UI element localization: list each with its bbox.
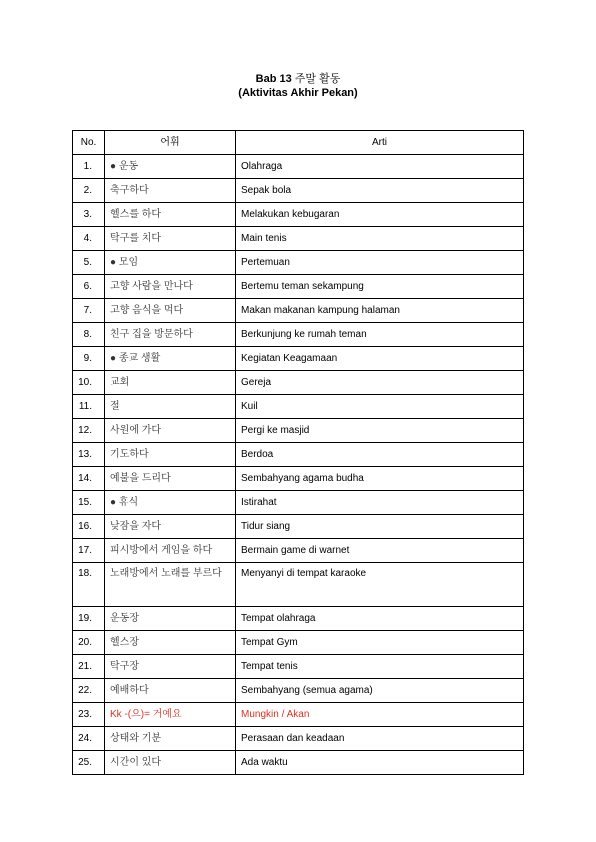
table-row [73,419,524,443]
table-row [73,655,524,679]
table-row [73,347,524,371]
row-vocabulary: 예불을 드리다 [105,467,236,491]
header-number: No. [73,131,105,155]
row-number: 10. [73,371,105,395]
row-vocabulary: 친구 집을 방문하다 [105,323,236,347]
row-number: 4. [73,227,105,251]
row-vocabulary: 헬스를 하다 [105,203,236,227]
table-row [73,563,524,607]
row-meaning: Main tenis [236,227,524,251]
row-vocabulary: 노래방에서 노래를 부르다 [105,563,236,607]
row-meaning: Tempat olahraga [236,607,524,631]
table-row [73,275,524,299]
row-number: 16. [73,515,105,539]
row-meaning: Sepak bola [236,179,524,203]
row-number: 1. [73,155,105,179]
row-number: 14. [73,467,105,491]
table-row [73,179,524,203]
row-number: 12. [73,419,105,443]
row-vocabulary: 축구하다 [105,179,236,203]
row-meaning: Menyanyi di tempat karaoke [236,563,524,607]
table-row [73,299,524,323]
row-number: 19. [73,607,105,631]
row-meaning: Bermain game di warnet [236,539,524,563]
table-row [73,491,524,515]
header-meaning: Arti [236,131,524,155]
header-vocabulary: 어휘 [105,131,236,155]
row-number: 8. [73,323,105,347]
row-vocabulary: 운동장 [105,607,236,631]
row-meaning: Makan makanan kampung halaman [236,299,524,323]
chapter-subtitle: (Aktivitas Akhir Pekan) [238,87,358,99]
row-number: 18. [73,563,105,607]
table-row [73,155,524,179]
row-vocabulary: ● 휴식 [105,491,236,515]
row-vocabulary: 시간이 있다 [105,751,236,775]
row-meaning: Sembahyang (semua agama) [236,679,524,703]
table-row [73,515,524,539]
row-number: 11. [73,395,105,419]
row-vocabulary: 헬스장 [105,631,236,655]
table-row [73,727,524,751]
row-meaning: Berdoa [236,443,524,467]
row-number: 6. [73,275,105,299]
row-number: 23. [73,703,105,727]
table-row [73,443,524,467]
table-row [73,203,524,227]
table-row [73,467,524,491]
row-number: 2. [73,179,105,203]
table-row [73,395,524,419]
row-meaning: Kuil [236,395,524,419]
row-meaning: Perasaan dan keadaan [236,727,524,751]
row-meaning: Gereja [236,371,524,395]
row-vocabulary: 사원에 가다 [105,419,236,443]
row-number: 25. [73,751,105,775]
row-number: 17. [73,539,105,563]
row-vocabulary: Kk -(으)= 거예요 [105,703,236,727]
row-meaning: Sembahyang agama budha [236,467,524,491]
row-meaning: Mungkin / Akan [236,703,524,727]
table-row [73,371,524,395]
row-vocabulary: 낮잠을 자다 [105,515,236,539]
table-row [73,227,524,251]
row-meaning: Istirahat [236,491,524,515]
row-number: 13. [73,443,105,467]
table-row [73,703,524,727]
row-meaning: Bertemu teman sekampung [236,275,524,299]
row-number: 24. [73,727,105,751]
table-row [73,679,524,703]
row-vocabulary: 탁구장 [105,655,236,679]
table-body [73,155,524,775]
row-number: 5. [73,251,105,275]
row-number: 3. [73,203,105,227]
title-line-2 [0,86,596,100]
row-meaning: Pertemuan [236,251,524,275]
row-vocabulary: 탁구를 치다 [105,227,236,251]
row-meaning: Tidur siang [236,515,524,539]
row-meaning: Pergi ke masjid [236,419,524,443]
row-number: 20. [73,631,105,655]
row-vocabulary: 교회 [105,371,236,395]
row-meaning: Melakukan kebugaran [236,203,524,227]
row-meaning: Olahraga [236,155,524,179]
row-vocabulary: 예배하다 [105,679,236,703]
row-vocabulary: 피시방에서 게임을 하다 [105,539,236,563]
chapter-korean-title: 주말 활동 [294,73,341,85]
table-row [73,323,524,347]
row-vocabulary: ● 운동 [105,155,236,179]
table-row [73,751,524,775]
row-vocabulary: 고향 음식을 먹다 [105,299,236,323]
row-meaning: Ada waktu [236,751,524,775]
title-line-1 [0,72,596,86]
row-number: 15. [73,491,105,515]
row-vocabulary: 기도하다 [105,443,236,467]
row-meaning: Kegiatan Keagamaan [236,347,524,371]
row-vocabulary: 상태와 기분 [105,727,236,751]
row-meaning: Tempat tenis [236,655,524,679]
table-row [73,607,524,631]
row-vocabulary: ● 종교 생활 [105,347,236,371]
table-row [73,631,524,655]
table-row [73,539,524,563]
vocabulary-table [72,130,524,775]
row-meaning: Berkunjung ke rumah teman [236,323,524,347]
table-row [73,251,524,275]
row-vocabulary: ● 모임 [105,251,236,275]
row-number: 22. [73,679,105,703]
table-header-row [73,131,524,155]
row-vocabulary: 고향 사람을 만나다 [105,275,236,299]
row-meaning: Tempat Gym [236,631,524,655]
chapter-label: Bab 13 [255,73,292,85]
row-number: 9. [73,347,105,371]
row-number: 21. [73,655,105,679]
row-number: 7. [73,299,105,323]
document-title [0,72,596,100]
row-vocabulary: 절 [105,395,236,419]
